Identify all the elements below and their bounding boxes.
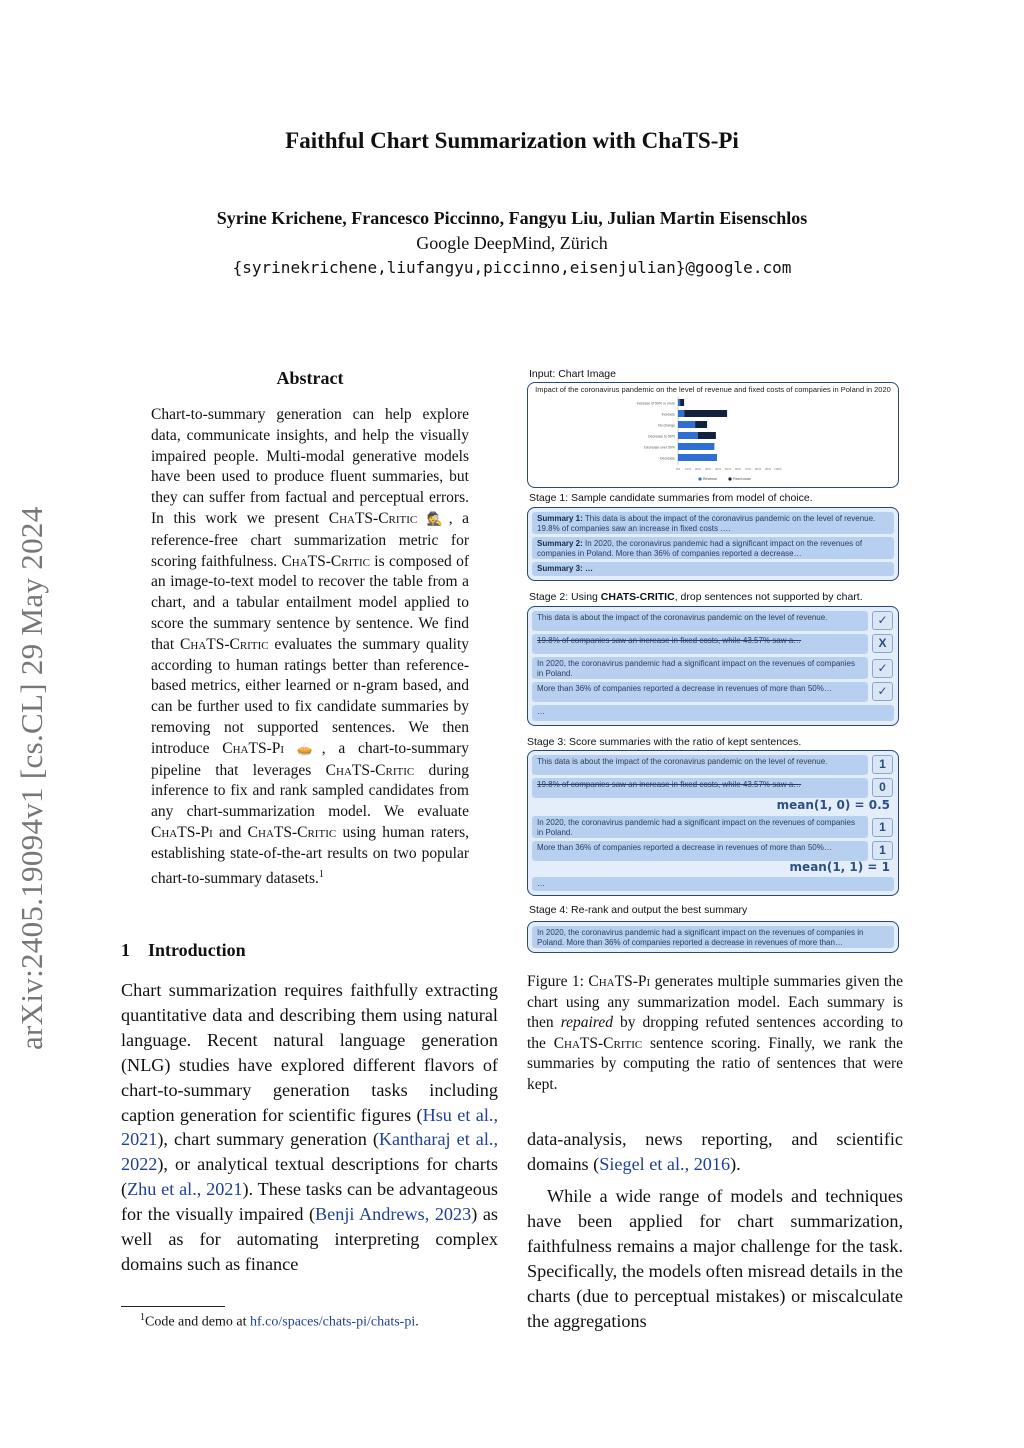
check-icon: ✓ xyxy=(872,682,893,701)
check-icon: ✓ xyxy=(872,611,893,630)
figure-caption: Figure 1: ChaTS-Pi generates multiple summaries given the chart using any summarization model. Each summary is then repaired by dropping refuted sentences according to the ChaTS-Critic sentence scoring. Finally, we rank the summaries by computing the ratio of sentences that were kept. xyxy=(527,973,904,1093)
x-tick-label: 70% xyxy=(744,467,752,471)
x-tick-label: 40% xyxy=(714,467,722,471)
bar-chart xyxy=(528,383,898,487)
x-tick-label: 50% xyxy=(724,467,732,471)
bar-fixed-costs xyxy=(695,421,707,428)
category-label: No change xyxy=(658,423,675,428)
chats-critic-name: ChaTS-Critic xyxy=(328,509,418,527)
chart-panel xyxy=(527,382,899,488)
bar-fixed-costs xyxy=(684,410,727,417)
citation-link[interactable]: Siegel et al., 2016 xyxy=(599,1153,731,1174)
x-tick-label: 90% xyxy=(764,467,772,471)
intro-continued: data-analysis, news reporting, and scientific domains (Siegel et al., 2016). xyxy=(527,1129,903,1174)
score-badge: 1 xyxy=(872,818,893,837)
chats-pi-name: ChaTS-Pi xyxy=(222,739,285,757)
bar-fixed-costs xyxy=(698,432,716,439)
arxiv-identifier: arXiv:2405.19094v1 [cs.CL] 29 May 2024 xyxy=(14,506,49,1050)
score-badge: 0 xyxy=(872,778,893,797)
sentence-row: More than 36% of companies reported a decrease in revenues of more than 50%… xyxy=(532,682,868,702)
input-label: Input: Chart Image xyxy=(529,368,616,380)
check-icon: ✓ xyxy=(872,659,893,678)
introduction-body: Chart summarization requires faithfully extracting quantitative data and describing them using natural language. Recent natural language generation (NLG) studies have explored different flavors of chart-to-summary generation tasks including caption generation for scientific figures (Hsu et al., 2021), chart summary generation (Kantharaj et al., 2022), or analytical textual descriptions for charts (Zhu et al., 2021). These tasks can be advantageous for the visually impaired (Benji Andrews, 2023) as well as for automating interpreting complex domains such as finance xyxy=(121,980,498,1274)
abstract-body: Chart-to-summary generation can help explore data, communicate insights, and help the visually impaired people. Multi-modal generative models have been used to produce fluent summaries, but they can suffer from factual and perceptual errors. In this work we present ChaTS-Critic 🕵, a reference-free chart summarization metric for scoring faithfulness. ChaTS-Critic is composed of an image-to-text model to recover the table from a chart, and a tabular entailment model applied to score the summary sentence by sentence. We find that ChaTS-Critic evaluates the summary quality according to human ratings better than reference-based metrics, either learned or n-gram based, and can be further used to fix candidate summaries by removing not supported sentences. We then introduce ChaTS-Pi 🥧, a chart-to-summary pipeline that leverages ChaTS-Critic during inference to fix and rank sampled candidates from any chart-summarization model. We evaluate ChaTS-Pi and ChaTS-Critic using human raters, establishing state-of-the-art results on two popular chart-to-summary datasets.$^1$ xyxy=(151,406,470,887)
cross-icon: X xyxy=(872,634,893,653)
summary-row: Summary 2: In 2020, the coronavirus pandemic had a significant impact on the revenues of companies in Poland. More than 36% of companies reported a decrease… xyxy=(532,537,894,559)
sentence-row: … xyxy=(532,705,894,721)
stage-2-label: Stage 2: Using CHATS-CRITIC, drop sentences not supported by chart. xyxy=(529,591,863,603)
sentence-row: This data is about the impact of the coronavirus pandemic on the level of revenue. xyxy=(532,611,868,631)
refuted-sentence-row: 19.8% of companies saw an increase in fixed costs, while 43.57% saw a… xyxy=(532,778,868,798)
sentence-row: In 2020, the coronavirus pandemic had a significant impact on the revenues of companies in Poland. xyxy=(532,816,868,838)
stage-3-panel xyxy=(527,750,899,896)
footnote-marker[interactable]: 1 xyxy=(318,868,324,880)
score-badge: 1 xyxy=(872,841,893,860)
category-label: Increase xyxy=(661,412,675,417)
bar-fixed-costs xyxy=(680,399,684,406)
stage-2-panel xyxy=(527,606,899,726)
bar-revenue xyxy=(678,454,717,461)
affiliation: Google DeepMind, Zürich xyxy=(416,233,608,253)
x-tick-label: 30% xyxy=(704,467,712,471)
category-label: Decrease xyxy=(660,456,675,461)
sentence-row: … xyxy=(532,877,894,891)
detective-icon: 🕵 xyxy=(426,511,449,527)
section-heading-introduction: 1 Introduction xyxy=(121,940,246,960)
pie-icon: 🥧 xyxy=(296,741,322,757)
refuted-sentence-row: 19.8% of companies saw an increase in fixed costs, while 43.57% saw a… xyxy=(532,634,868,654)
footnote: $^1$Code and demo at hf.co/spaces/chats-pi/chats-pi. xyxy=(140,1312,419,1330)
legend-label: Fixed costs xyxy=(733,477,751,482)
x-tick-label: 20% xyxy=(694,467,702,471)
sentence-row: More than 36% of companies reported a decrease in revenues of more than 50%… xyxy=(532,841,868,861)
mean-score: mean(1, 0) = 0.5 xyxy=(776,798,890,812)
category-label: Decrease to 50% xyxy=(648,434,675,439)
mean-score: mean(1, 1) = 1 xyxy=(789,860,890,874)
bar-revenue xyxy=(678,432,698,439)
citation-link[interactable]: Benji Andrews, 2023 xyxy=(315,1204,472,1225)
x-tick-label: 60% xyxy=(734,467,742,471)
paper-title: Faithful Chart Summarization with ChaTS-Pi xyxy=(285,128,739,153)
category-label: Decrease over 50% xyxy=(644,445,675,450)
x-tick-label: 80% xyxy=(754,467,762,471)
demo-link[interactable]: hf.co/spaces/chats-pi/chats-pi xyxy=(249,1314,416,1330)
intro-paragraph-2: While a wide range of models and techniques have been applied for chart summarization, faithfulness remains a major challenge for the task. Specifically, the models often misread details in the charts (due to perceptual mistakes) or miscalculate the aggregations xyxy=(527,1186,903,1331)
abstract-heading: Abstract xyxy=(276,368,344,388)
summary-row: Summary 3: … xyxy=(532,562,894,576)
bar-revenue xyxy=(678,399,680,406)
legend-swatch xyxy=(698,477,701,480)
x-tick-label: 10% xyxy=(684,467,692,471)
stage-1-label: Stage 1: Sample candidate summaries from model of choice. xyxy=(529,492,813,504)
x-tick-label: 100% xyxy=(774,467,782,471)
citation-link[interactable]: Zhu et al., 2021 xyxy=(127,1179,243,1200)
best-summary-row: In 2020, the coronavirus pandemic had a significant impact on the revenues of companies in Poland. More than 36% of companies reported a decrease in revenues of more than… xyxy=(532,926,894,948)
legend-label: Revenue xyxy=(703,477,718,482)
chart-title: Impact of the coronavirus pandemic on the level of revenue and fixed costs of companies in Poland in 2020 xyxy=(535,385,891,394)
bar-revenue xyxy=(678,421,695,428)
summary-row: Summary 1: This data is about the impact of the coronavirus pandemic on the level of revenue. 19.8% of companies saw an increase in fixed costs …. xyxy=(532,512,894,534)
category-label: Increase of 50% or more xyxy=(636,401,675,406)
author-list: Syrine Krichene, Francesco Piccinno, Fangyu Liu, Julian Martin Eisenschlos xyxy=(216,208,808,228)
legend-swatch xyxy=(728,477,731,480)
sentence-row: This data is about the impact of the coronavirus pandemic on the level of revenue. xyxy=(532,755,868,775)
sentence-row: In 2020, the coronavirus pandemic had a significant impact on the revenues of companies in Poland. xyxy=(532,657,868,679)
bar-revenue xyxy=(678,410,684,417)
citation-link[interactable]: Kantharaj et al., 2022 xyxy=(121,1129,498,1175)
citation-link[interactable]: Hsu et al., 2021 xyxy=(121,1104,498,1150)
stage-3-label: Stage 3: Score summaries with the ratio of kept sentences. xyxy=(527,736,802,748)
x-tick-label: 0% xyxy=(675,467,681,471)
footnote-rule xyxy=(121,1306,225,1307)
stage-4-label: Stage 4: Re-rank and output the best summary xyxy=(529,904,748,916)
author-emails: {syrinekrichene,liufangyu,piccinno,eisenjulian}@google.com xyxy=(232,258,792,277)
bar-revenue xyxy=(678,443,714,450)
stage-4-panel xyxy=(527,921,899,953)
score-badge: 1 xyxy=(872,755,893,774)
stage-1-panel xyxy=(527,507,899,581)
